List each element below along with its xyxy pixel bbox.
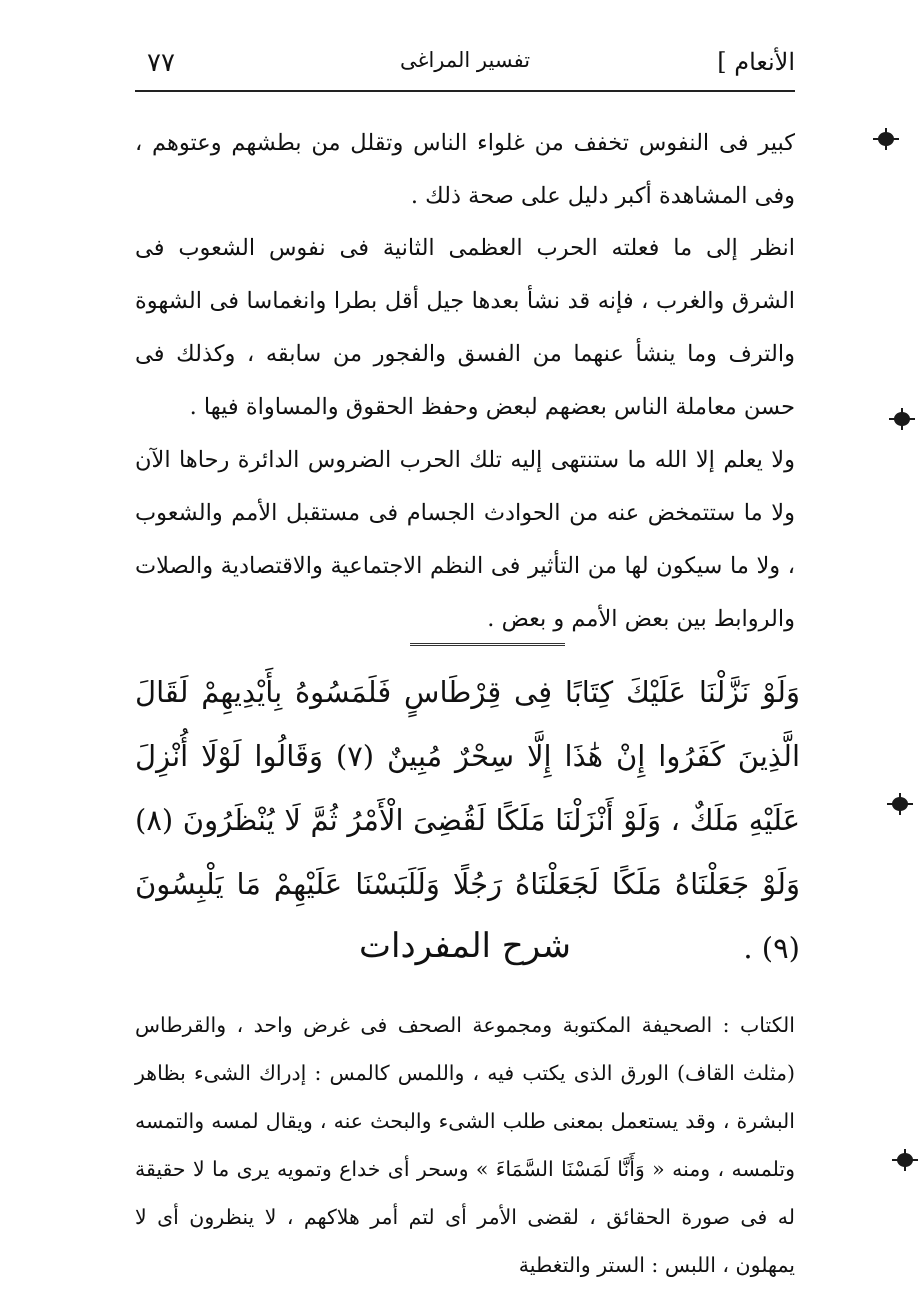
- paragraph-2: انظر إلى ما فعلته الحرب العظمى الثانية فى نفوس الشعوب فى الشرق والغرب ، فإنه قد نشأ بعدها جيل أقل بطرا وانغماسا فى الشهوة والترف وما ينشأ عنهما من الفسق والفجور من سابقه ، وكذلك فى حسن معاملة الناس بعضهم لبعض وحفظ الحقوق والمساواة فيها .: [135, 235, 795, 420]
- section-divider: [410, 643, 565, 646]
- margin-mark-icon: [892, 797, 908, 811]
- margin-mark-icon: [894, 412, 910, 426]
- glossary-paragraph: الكتاب : الصحيفة المكتوبة ومجموعة الصحف فى غرض واحد ، والقرطاس (مثلث القاف) الورق الذى يكتب فيه ، واللمس كالمس : إدراك الشىء بظاهر البشرة ، وقد يستعمل بمعنى طلب الشىء والبحث عنه ، ويقال لمسه والتمسه وتلمسه ، ومنه « وَأَنَّا لَمَسْنَا السَّمَاءَ » وسحر أى خداع وتمويه يرى ما لا حقيقة له فى صورة الحقائق ، لقضى الأمر أى لتم أمر هلاكهم ، لا ينظرون أى لا يمهلون ، اللبس : الستر والتغطية: [135, 1013, 795, 1277]
- section-heading: شرح المفردات: [358, 926, 572, 966]
- page-header: [135, 40, 795, 92]
- paragraph-1: كبير فى النفوس تخفف من غلواء الناس وتقلل من بطشهم وعتوهم ، وفى المشاهدة أكبر دليل على صحة ذلك .: [135, 130, 795, 209]
- quran-verse: وَلَوْ نَزَّلْنَا عَلَيْكَ كِتَابًا فِى قِرْطَاسٍ فَلَمَسُوهُ بِأَيْدِيهِمْ لَقَالَ الَّذِينَ كَفَرُوا إِنْ هَٰذَا إِلَّا سِحْرٌ مُبِينٌ (٧) وَقَالُوا لَوْلَا أُنْزِلَ عَلَيْهِ مَلَكٌ ، وَلَوْ أَنْزَلْنَا مَلَكًا لَقُضِىَ الْأَمْرُ ثُمَّ لَا يُنْظَرُونَ (٨) وَلَوْ جَعَلْنَاهُ مَلَكًا لَجَعَلْنَاهُ رَجُلًا وَلَلَبَسْنَا عَلَيْهِمْ مَا يَلْبِسُونَ (٩) .: [135, 675, 801, 965]
- chapter-title: الأنعام ]: [717, 48, 795, 76]
- margin-mark-icon: [878, 132, 894, 146]
- book-title: تفسير المراغى: [399, 48, 531, 72]
- page-number: ٧٧: [147, 48, 175, 78]
- paragraph-3: ولا يعلم إلا الله ما ستنتهى إليه تلك الحرب الضروس الدائرة رحاها الآن ولا ما ستتمخض عنه من الحوادث الجسام فى مستقبل الأمم والشعوب ، ولا ما سيكون لها من التأثير فى النظم الاجتماعية والاقتصادية والصلات والروابط بين بعض الأمم و بعض .: [135, 447, 795, 632]
- margin-mark-icon: [897, 1153, 913, 1167]
